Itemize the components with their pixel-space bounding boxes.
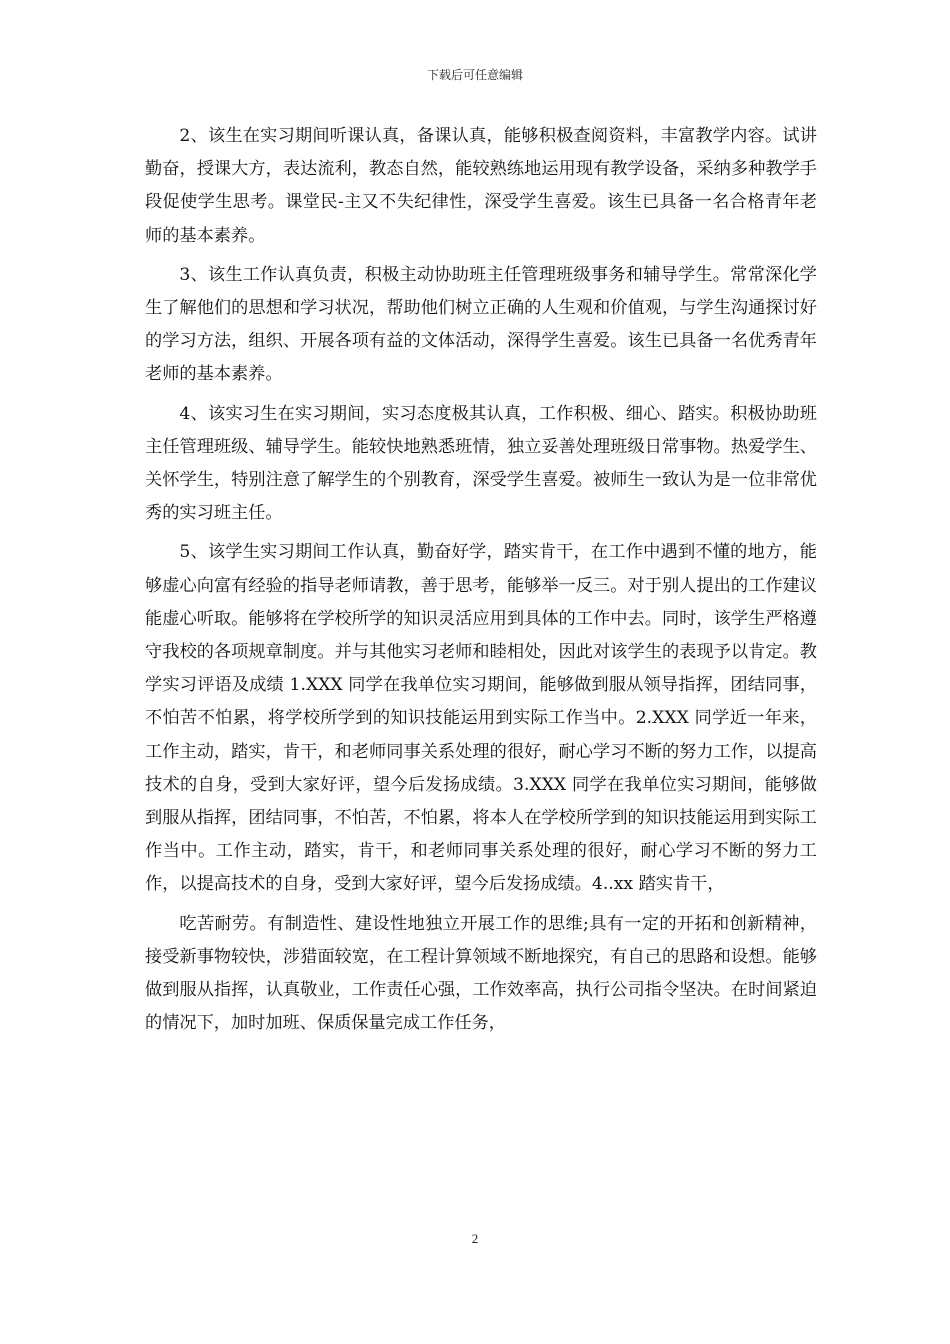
- paragraph-continuation: 吃苦耐劳。有制造性、建设性地独立开展工作的思维;具有一定的开拓和创新精神，接受新事物较快，涉猎面较宽，在工程计算领域不断地探究，有自己的思路和设想。能够做到服从指挥，认真敬业，工作责任心强，工作效率高，执行公司指令坚决。在时间紧迫的情况下，加时加班、保质保量完成工作任务，: [145, 913, 817, 1034]
- page-number: 2: [471, 1231, 479, 1246]
- paragraph-2: 2、该生在实习期间听课认真，备课认真，能够积极查阅资料，丰富教学内容。试讲勤奋，授课大方，表达流利，教态自然，能较熟练地运用现有教学设备，采纳多种教学手段促使学生思考。课堂民-主又不失纪律性，深受学生喜爱。该生已具备一名合格青年老师的基本素养。: [145, 126, 817, 246]
- document-body: [145, 120, 817, 1046]
- paragraph-3: 3、该生工作认真负责，积极主动协助班主任管理班级事务和辅导学生。常常深化学生了解他们的思想和学习状况，帮助他们树立正确的人生观和价值观，与学生沟通探讨好的学习方法，组织、开展各项有益的文体活动，深得学生喜爱。该生已具备一名优秀青年老师的基本素养。: [145, 264, 817, 385]
- paragraph-4: 4、该实习生在实习期间，实习态度极其认真，工作积极、细心、踏实。积极协助班主任管理班级、辅导学生。能较快地熟悉班情，独立妥善处理班级日常事物。热爱学生、关怀学生，特别注意了解学生的个别教育，深受学生喜爱。被师生一致认为是一位非常优秀的实习班主任。: [145, 403, 817, 524]
- page-header: 下载后可任意编辑: [426, 68, 523, 82]
- paragraph-5: 5、该学生实习期间工作认真，勤奋好学，踏实肯干，在工作中遇到不懂的地方，能够虚心向富有经验的指导老师请教，善于思考，能够举一反三。对于别人提出的工作建议能虚心听取。能够将在学校所学的知识灵活应用到具体的工作中去。同时，该学生严格遵守我校的各项规章制度。并与其他实习老师和睦相处，因此对该学生的表现予以肯定。教学实习评语及成绩 1.XXX 同学在我单位实习期间，能够做到服从领导指挥，团结同事，不怕苦不怕累，将学校所学到的知识技能运用到实际工作当中。2.XXX 同学近一年来，工作主动，踏实，肯干，和老师同事关系处理的很好，耐心学习不断的努力工作，以提高技术的自身，受到大家好评，望今后发扬成绩。3.XXX 同学在我单位实习期间，能够做到服从指挥，团结同事，不怕苦，不怕累，将本人在学校所学到的知识技能运用到实际工作当中。工作主动，踏实，肯干，和老师同事关系处理的很好，耐心学习不断的努力工作，以提高技术的自身，受到大家好评，望今后发扬成绩。4..xx 踏实肯干，: [145, 542, 817, 895]
